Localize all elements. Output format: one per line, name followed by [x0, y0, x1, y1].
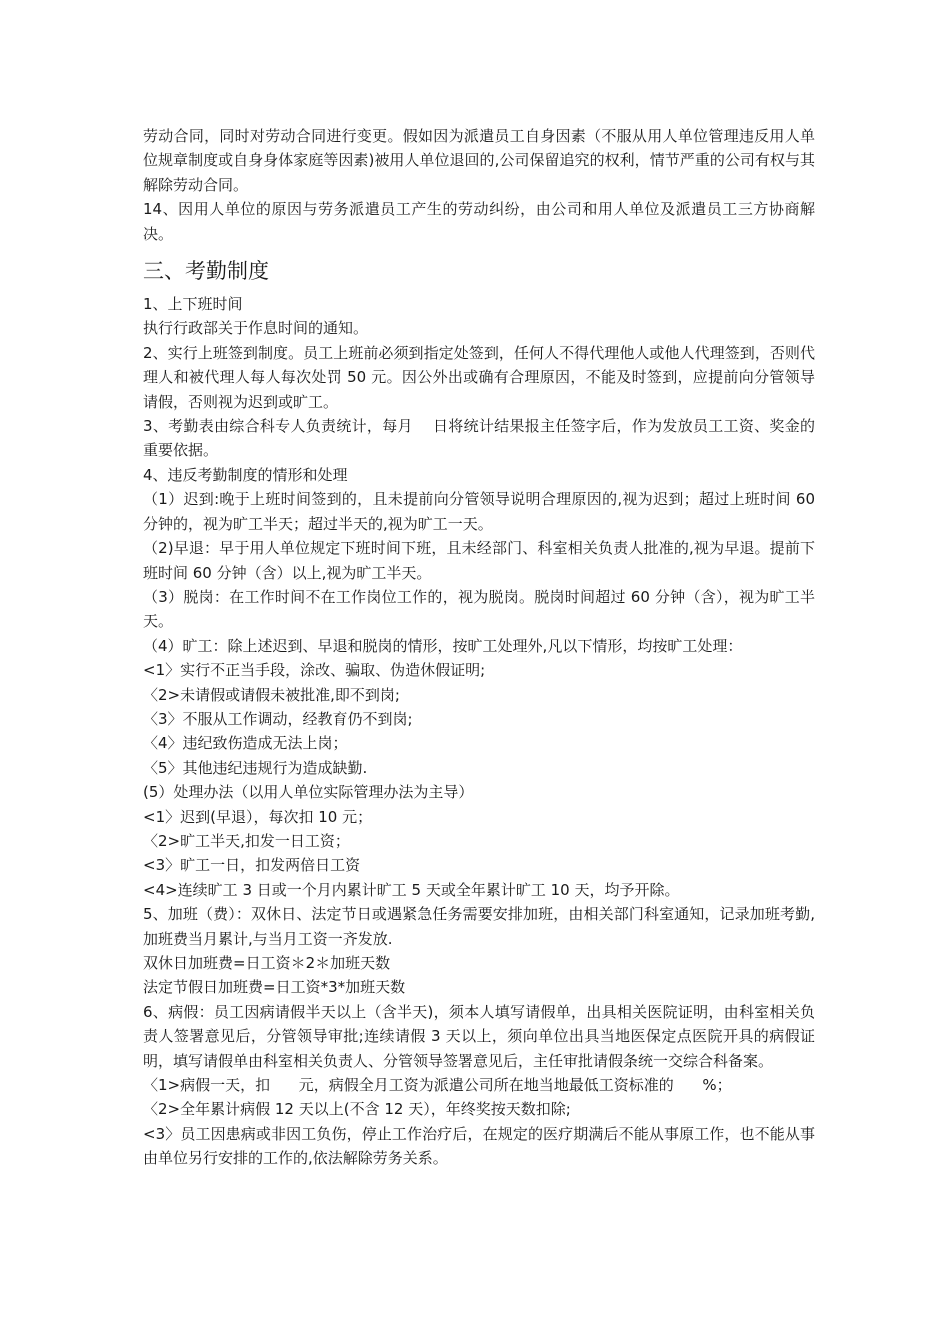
formula-line: 法定节假日加班费=日工资*3*加班天数	[143, 978, 406, 997]
intro-paragraph-1: 劳动合同，同时对劳动合同进行变更。假如因为派遣员工自身因素（不服从用人单位管理违反用人单位规章制度或自身身体家庭等因素)被用人单位退回的,公司保留追究的权利，情节严重的公司有权与其解除劳动合同。	[143, 127, 815, 194]
paragraph: 5、加班（费）：双休日、法定节日或遇紧急任务需要安排加班，由相关部门科室通知，记录加班考勤,加班费当月累计,与当月工资一齐发放.	[143, 905, 815, 948]
list-item: 〈4〉违纪致伤造成无法上岗；	[143, 734, 348, 753]
paragraph: （1）迟到:晚于上班时间签到的，且未提前向分管领导说明合理原因的,视为迟到；超过上班时间 60 分钟的，视为旷工半天；超过半天的,视为旷工一天。	[143, 490, 820, 533]
list-item: <1〉实行不正当手段，涂改、骗取、伪造休假证明;	[143, 661, 486, 680]
list-item: <1〉迟到(早退），每次扣 10 元；	[143, 807, 373, 826]
list-item: 〈5〉其他违纪违规行为造成缺勤.	[143, 758, 368, 777]
list-item: 〈2>全年累计病假 12 天以上(不含 12 天），年终奖按天数扣除;	[143, 1100, 571, 1119]
paragraph: （3）脱岗：在工作时间不在工作岗位工作的，视为脱岗。脱岗时间超过 60 分钟（含），视为旷工半天。	[143, 587, 815, 631]
paragraph: （2)早退：早于用人单位规定下班时间下班，且未经部门、科室相关负责人批准的,视为早退。提前下班时间 60 分钟（含）以上,视为旷工半天。	[143, 539, 815, 582]
paragraph: 2、实行上班签到制度。员工上班前必须到指定处签到，任何人不得代理他人或他人代理签到，否则代理人和被代理人每人每次处罚 50 元。因公外出或确有合理原因，不能及时签到，应提前向分管领导请假，否则视为迟到或旷工。	[143, 343, 815, 411]
section-heading: 三、考勤制度	[143, 259, 269, 284]
list-item: <3〉员工因患病或非因工负伤，停止工作治疗后，在规定的医疗期满后不能从事原工作，也不能从事由单位另行安排的工作的,依法解除劳务关系。	[143, 1124, 815, 1168]
formula-line: 双休日加班费=日工资＊2＊加班天数	[143, 954, 391, 972]
list-item: <4>连续旷工 3 日或一个月内累计旷工 5 天或全年累计旷工 10 天，均予开除。	[143, 880, 680, 899]
intro-paragraph-2: 14、因用人单位的原因与劳务派遣员工产生的劳动纠纷，由公司和用人单位及派遣员工三方协商解决。	[143, 200, 815, 243]
list-item: 〈2>旷工半天,扣发一日工资；	[143, 831, 350, 850]
paragraph: 3、考勤表由综合科专人负责统计，每月 日将统计结果报主任签字后，作为发放员工工资、奖金的重要依据。	[143, 417, 815, 460]
list-item: 〈1>病假一天，扣 元，病假全月工资为派遣公司所在地当地最低工资标准的 %；	[143, 1076, 732, 1095]
list-item: 〈3〉不服从工作调动，经教育仍不到岗;	[143, 709, 413, 728]
paragraph: 4、违反考勤制度的情形和处理	[143, 465, 348, 484]
paragraph: (5）处理办法（以用人单位实际管理办法为主导）	[143, 783, 474, 802]
paragraph: 1、上下班时间	[143, 295, 243, 314]
list-item: <3〉旷工一日，扣发两倍日工资	[143, 856, 361, 875]
paragraph: （4）旷工：除上述迟到、早退和脱岗的情形，按旷工处理外,凡以下情形，均按旷工处理：	[143, 636, 743, 655]
paragraph: 执行行政部关于作息时间的通知。	[143, 319, 369, 338]
document-body	[143, 124, 820, 1171]
paragraph: 6、病假：员工因病请假半天以上（含半天)，须本人填写请假单，出具相关医院证明，由科室相关负责人签署意见后，分管领导审批;连续请假 3 天以上，须向单位出具当地医保定点医院开具的病假证明，填写请假单由科室相关负责人、分管领导签署意见后，主任审批请假条统一交综合科备案。	[143, 1002, 815, 1070]
list-item: 〈2>未请假或请假未被批准,即不到岗;	[143, 685, 400, 704]
